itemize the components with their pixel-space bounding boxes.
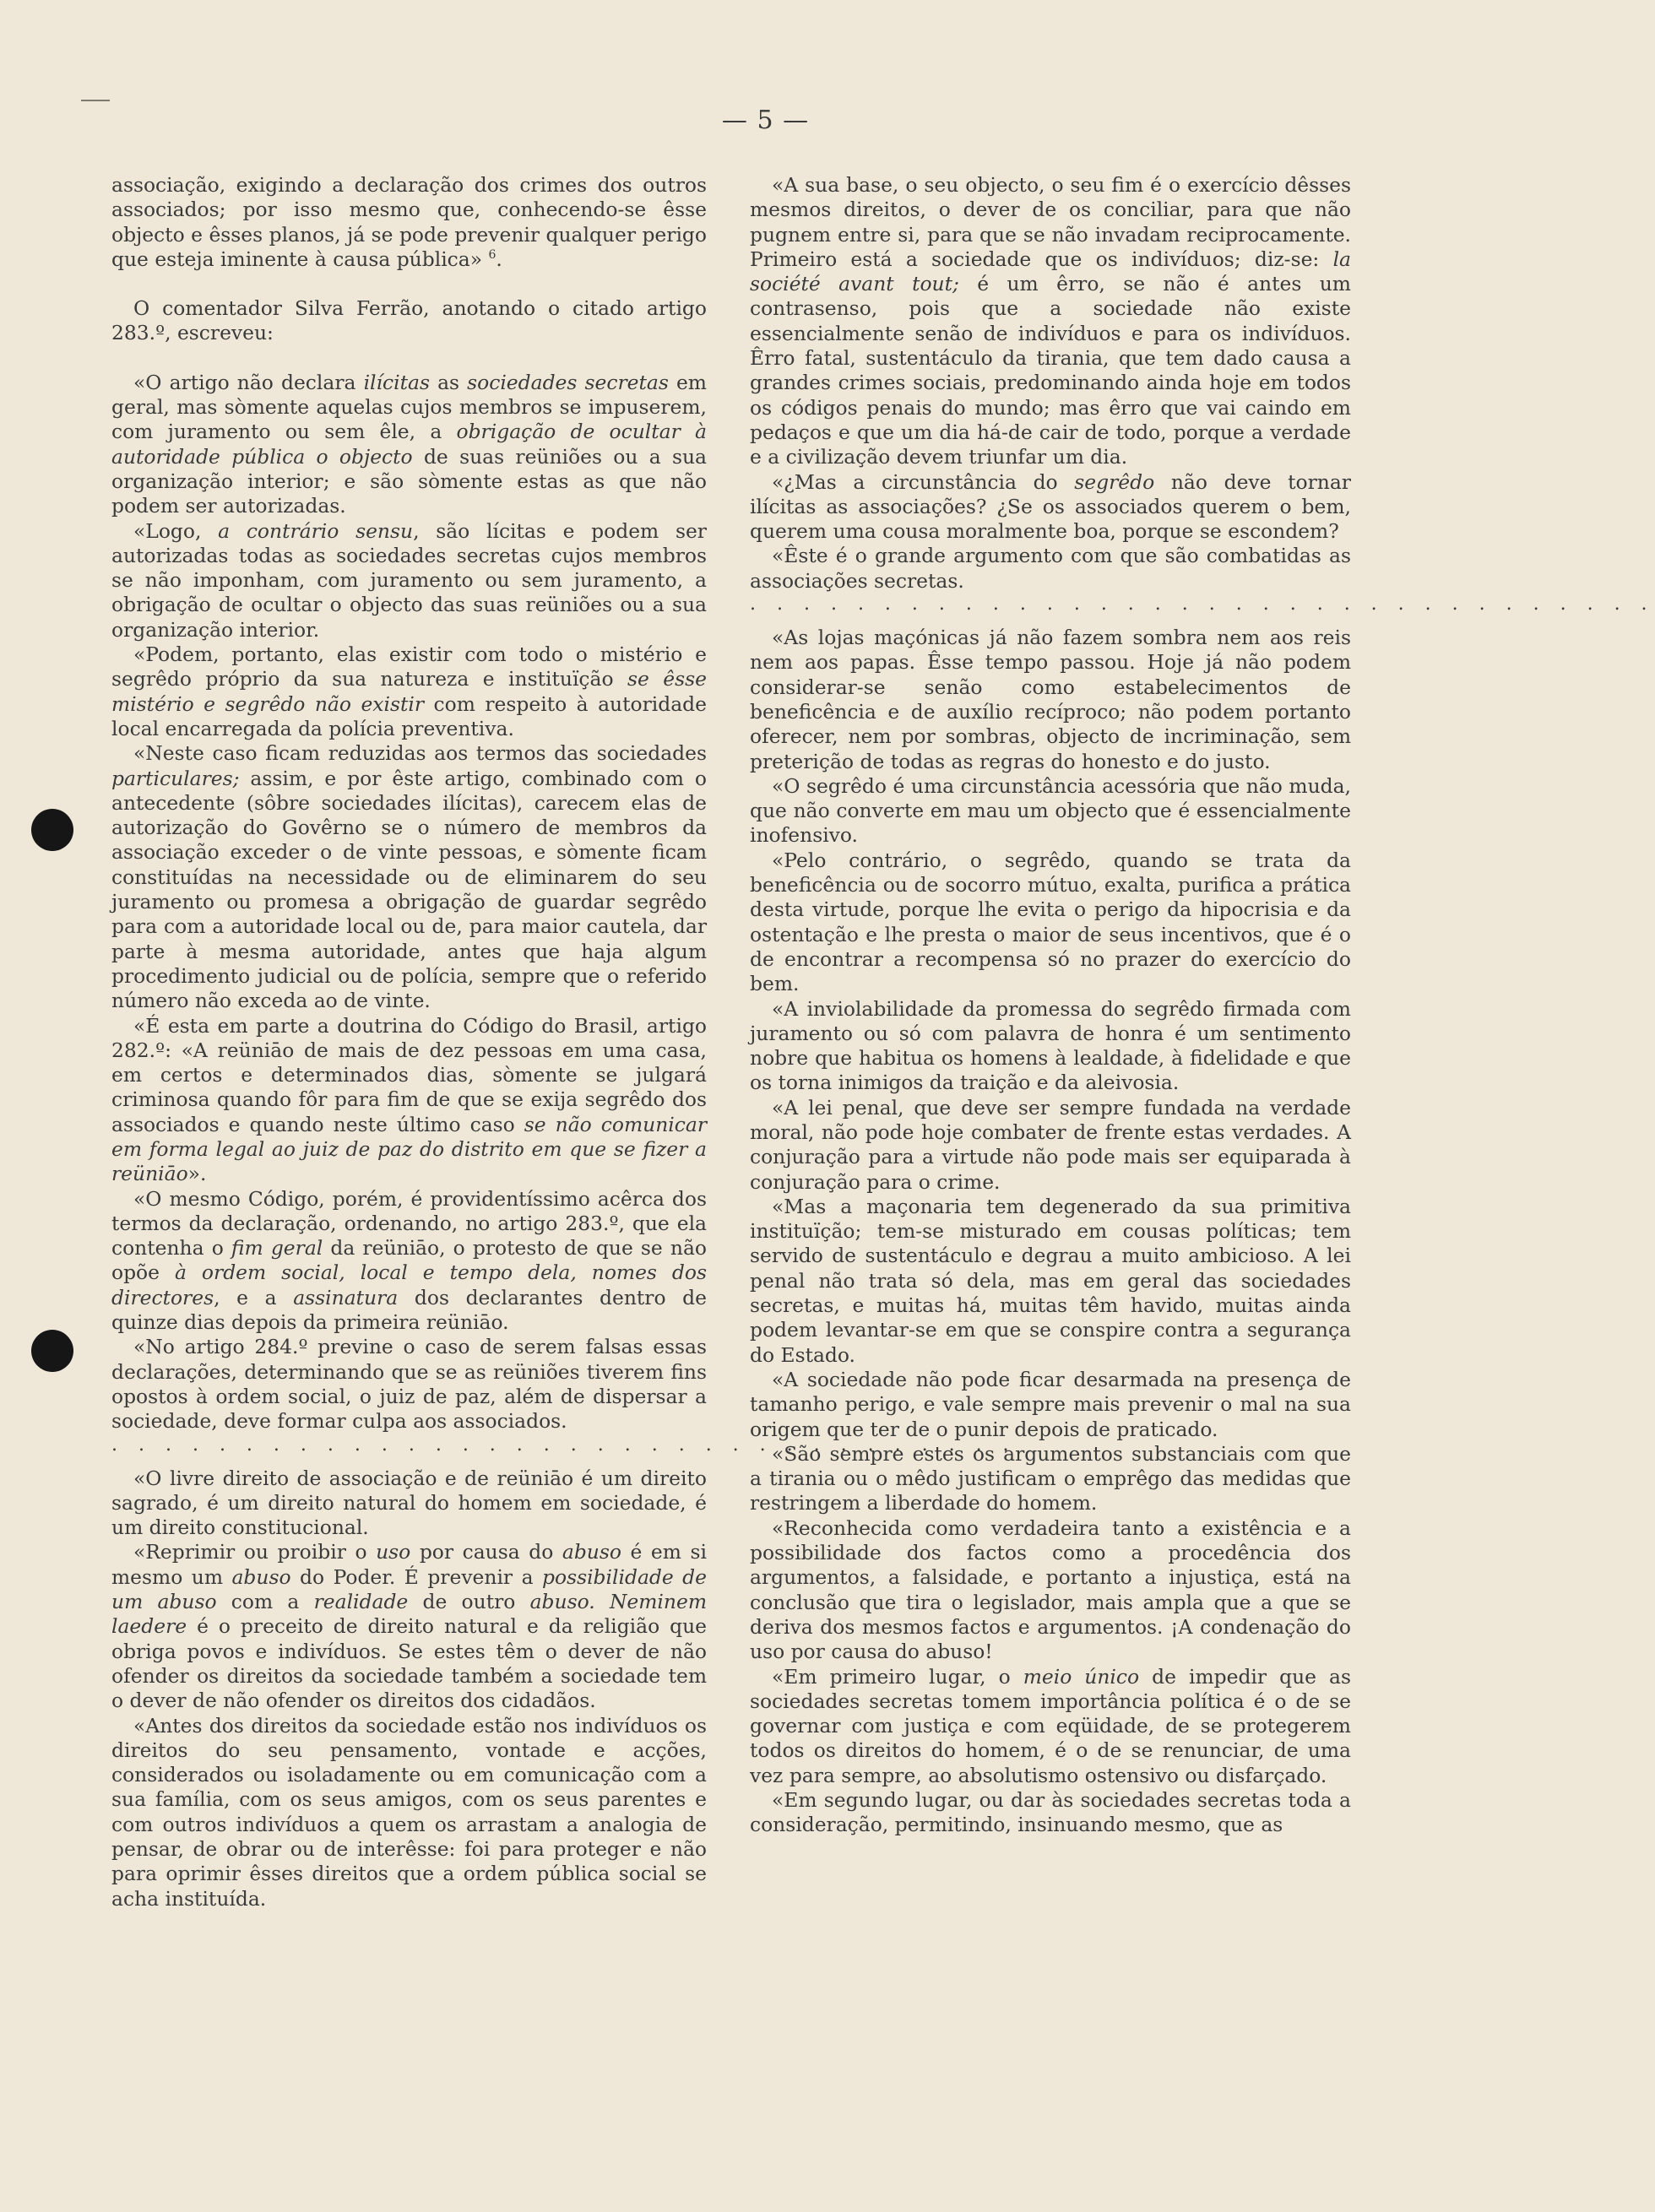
punch-hole-top [31,809,73,851]
quote-paragraph: «O livre direito de associação e de reüniāo é um direito sagrado, é um direito natural do homem em sociedade, é um direito constitucional. [111,1466,707,1540]
quote-paragraph: «Podem, portanto, elas existir com todo o mistério e segrêdo próprio da sua natureza e instituïção se êsse mistério e segrêdo não existir com respeito à autoridade local encarregada da polícia preventiva. [111,642,707,740]
quote-paragraph: «O mesmo Código, porém, é providentíssimo acêrca dos termos da declaração, ordenando, no artigo 283.º, que ela contenha o fim geral da reüniāo, o protesto de que se não opõe à ordem social, local e tempo dela, nomes dos directores, e a assinatura dos declarantes dentro de quinze dias depois da primeira reüniāo. [111,1186,707,1335]
paragraph: O comentador Silva Ferrão, anotando o citado artigo 283.º, escreveu: [111,296,707,345]
quote-paragraph: «As lojas maçónicas já não fazem sombra nem aos reis nem aos papas. Êsse tempo passou. Hoje já não podem considerar-se senão como estabelecimentos de beneficência e de auxílio recíproco; não podem portanto oferecer, nem por sombras, objecto de incriminação, sem preterição de todas as regras do honesto e do justo. [750,626,1351,773]
ellipsis-divider: . . . . . . . . . . . . . . . . . . . . . . . . . . . . . . . . . . [111,1434,1017,1456]
quote-paragraph: «¿Mas a circunstância do segrêdo não deve tornar ilícitas as associações? ¿Se os associados querem o bem, querem uma cousa moralmente boa, porque se escondem? [750,469,1351,544]
quote-paragraph: «Em primeiro lugar, o meio único de impedir que as sociedades secretas tomem importância política é o de se governar com justiça e com eqüidade, de se protegerem todos os direitos do homem, é o de se renunciar, de uma vez para sempre, ao absolutismo ostensivo ou disfarçado. [750,1664,1351,1787]
quote-paragraph: «É esta em parte a doutrina do Código do Brasil, artigo 282.º: «A reüniāo de mais de dez pessoas em uma casa, em certos e determinados dias, sòmente se julgará criminosa quando fôr para fim de que se exija segrêdo dos associados e quando neste último caso se não comunicar em forma legal ao juiz de paz do distrito em que se fizer a reüniāo». [111,1013,707,1186]
quote-paragraph: «A sua base, o seu objecto, o seu fim é o exercício dêsses mesmos direitos, o dever de os conciliar, para que não pugnem entre si, para que se não invadam reciprocamente. Primeiro está a sociedade que os indivíduos; diz-se: la société avant tout; é um êrro, se não é antes um contrasenso, pois que a sociedade não existe essencialmente senão de indivíduos e para os indivíduos. Êrro fatal, sustentáculo da tirania, que tem dado causa a grandes crimes sociais, predominando ainda hoje em todos os códigos penais do mundo; mas êrro que vai caindo em pedaços e que um dia há-de cair de todo, porque a verdade e a civilização devem triunfar um dia. [750,173,1351,469]
footnote-ref: 6 [488,248,496,263]
paragraph: associação, exigindo a declaração dos crimes dos outros associados; por isso mesmo que, conhecendo-se êsse objecto e êsses planos, já se pode prevenir qualquer perigo que esteja iminente à causa pública» $^6$. [111,173,707,271]
margin-mark [81,100,110,101]
quote-paragraph: «A sociedade não pode ficar desarmada na presença de tamanho perigo, e vale sempre mais prevenir o mal na sua origem que ter de o punir depois de praticado. [750,1367,1351,1441]
quote-paragraph: «São sempre estes os argumentos substanciais com que a tirania ou o mêdo justificam o emprêgo das medidas que restringem a liberdade do homem. [750,1441,1351,1515]
quote-paragraph: «O segrêdo é uma circunstância acessória que não muda, que não converte em mau um objecto que é essencialmente inofensivo. [750,773,1351,848]
quote-paragraph: «Em segundo lugar, ou dar às sociedades secretas toda a consideração, permitindo, insinuando mesmo, que as [750,1788,1351,1837]
quote-paragraph: «Mas a maçonaria tem degenerado da sua primitiva instituïção; tem-se misturado em cousas políticas; tem servido de sustentáculo e degrau a muito ambicioso. A lei penal não trata só dela, mas em geral das sociedades secretas, e muitas há, muitas têm havido, muitas ainda podem levantar-se em que se conspire contra a segurança do Estado. [750,1194,1351,1367]
quote-paragraph: «A lei penal, que deve ser sempre fundada na verdade moral, não pode hoje combater de frente estas verdades. A conjuração para a virtude não pode mais ser equiparada à conjuração para o crime. [750,1095,1351,1194]
quote-paragraph: «A inviolabilidade da promessa do segrêdo firmada com juramento ou só com palavra de honra é um sentimento nobre que habitua os homens à lealdade, à fidelidade e que os torna inimigos da traição e da aleivosia. [750,996,1351,1095]
ellipsis-divider: . . . . . . . . . . . . . . . . . . . . . . . . . . . . . . . . . . [750,594,1655,615]
quote-paragraph: «Logo, a contrário sensu, são lícitas e podem ser autorizadas todas as sociedades secretas cujos membros se não imponham, com juramento ou sem juramento, a obrigação de ocultar o objecto das suas reüniões ou a sua organização interior. [111,518,707,642]
page-number: — 5 — [721,106,810,135]
quote-paragraph: «No artigo 284.º previne o caso de serem falsas essas declarações, determinando que se as reüniões tiverem fins opostos à ordem social, o juiz de paz, além de dispersar a sociedade, deve formar culpa aos associados. [111,1335,707,1434]
quote-paragraph: «Neste caso ficam reduzidas aos termos das sociedades particulares; assim, e por êste artigo, combinado com o antecedente (sôbre sociedades ilícitas), carecem elas de autorização do Govêrno se o número de membros da associação exceder o de vinte pessoas, e sòmente ficam constituídas na necessidade ou de eliminarem do seu juramento ou promesa a obrigação de guardar segrêdo para com a autoridade local ou de, para maior cautela, dar parte à mesma autoridade, antes que haja algum procedimento judicial ou de polícia, sempre que o referido número não exceda ao de vinte. [111,741,707,1013]
quote-paragraph: «Pelo contrário, o segrêdo, quando se trata da beneficência ou de socorro mútuo, exalta, purifica a prática desta virtude, porque lhe evita o perigo da hipocrisia e da ostentação e lhe presta o maior de seus incentivos, que é o de encontrar a recompensa só no prazer do exercício do bem. [750,848,1351,996]
quote-paragraph: «Êste é o grande argumento com que são combatidas as associações secretas. [750,544,1351,593]
quote-paragraph: «Reprimir ou proibir o uso por causa do abuso é em si mesmo um abuso do Poder. É prevenir a possibilidade de um abuso com a realidade de outro abuso. Neminem laedere é o preceito de direito natural e da religião que obriga povos e indivíduos. Se estes têm o dever de não ofender os direitos da sociedade também a sociedade tem o dever de não ofender os direitos dos cidadãos. [111,1540,708,1713]
quote-paragraph: «Antes dos direitos da sociedade estão nos indivíduos os direitos do seu pensamento, vontade e acções, considerados ou isoladamente ou em comunicação com a sua família, com os seus amigos, com os seus parentes e com outros indivíduos a quem os arrastam a analogia de pensar, de obrar ou de interêsse: foi para proteger e não para oprimir êsses direitos que a ordem pública social se acha instituída. [111,1713,707,1911]
right-column [750,173,1655,1838]
punch-hole-bottom [31,1330,73,1372]
left-column [111,173,1017,1911]
quote-paragraph: «Reconhecida como verdadeira tanto a existência e a possibilidade dos factos como a procedência dos argumentos, a falsidade, e portanto a injustiça, está na conclusão que tira o legislador, mais ampla que a que se deriva dos mesmos factos e argumentos. ¡A condenação do uso por causa do abuso! [750,1515,1351,1664]
quote-paragraph: «O artigo não declara ilícitas as sociedades secretas em geral, mas sòmente aquelas cujos membros se impuserem, com juramento ou sem êle, a obrigação de ocultar à autoridade pública o objecto de suas reüniões ou a sua organização interior; e são sòmente estas as que não podem ser autorizadas. [111,370,707,518]
